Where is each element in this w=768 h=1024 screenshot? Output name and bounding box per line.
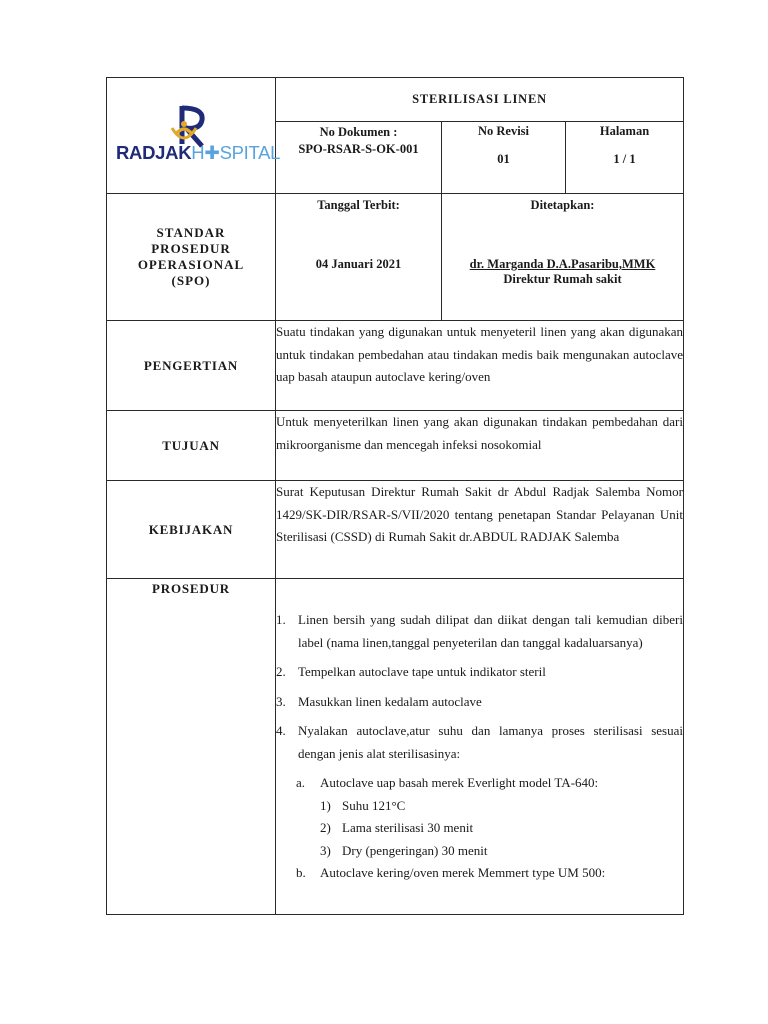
procedure-step-num: 1. bbox=[276, 612, 286, 627]
procedure-step-num: 3. bbox=[276, 693, 286, 709]
procedure-sub-b bbox=[276, 862, 683, 885]
spo-label-line4: (SPO) bbox=[171, 273, 211, 288]
spo-label-line1: STANDAR bbox=[156, 225, 226, 240]
sub-b-num: b. bbox=[296, 865, 306, 880]
sub-a-num: a. bbox=[296, 775, 306, 790]
hospital-name-o-icon: ✚ bbox=[204, 141, 220, 163]
procedure-sub-a bbox=[276, 772, 683, 795]
revision-label: No Revisi bbox=[477, 124, 530, 138]
approved-label: Ditetapkan: bbox=[530, 198, 595, 212]
doc-number-cell bbox=[276, 122, 442, 194]
sub-a-item-text: Dry (pengeringan) 30 menit bbox=[342, 842, 488, 858]
sub-a-item-text: Lama sterilisasi 30 menit bbox=[342, 820, 474, 835]
procedure-step-text: Masukkan linen kedalam autoclave bbox=[298, 693, 482, 709]
doc-number-value: SPO-RSAR-S-OK-001 bbox=[298, 142, 419, 156]
approver-name: dr. Marganda D.A.Pasaribu,MMK bbox=[469, 257, 656, 271]
doc-number-label: No Dokumen : bbox=[319, 125, 398, 139]
spo-label-cell bbox=[107, 194, 276, 321]
sub-a-item-num: 1) bbox=[320, 797, 331, 813]
procedure-step bbox=[276, 609, 683, 654]
logo-cell bbox=[107, 78, 281, 194]
hospital-logo bbox=[116, 104, 281, 168]
page-cell bbox=[566, 122, 684, 194]
procedure-step-text: Tempelkan autoclave tape untuk indikator steril bbox=[298, 664, 546, 679]
sub-b-text: Autoclave kering/oven merek Memmert type UM 500: bbox=[320, 865, 606, 880]
issue-date-label: Tanggal Terbit: bbox=[317, 198, 400, 212]
sub-a-item-text: Suhu 121°C bbox=[342, 797, 406, 813]
procedure-step-text: Linen bersih yang sudah dilipat dan diikat dengan tali kemudian diberi label (nama linen,tanggal penyeterilan dan tanggal kadaluarsanya) bbox=[298, 612, 683, 650]
spo-label-line3: OPERASIONAL bbox=[137, 257, 245, 272]
issue-date-value: 04 Januari 2021 bbox=[315, 257, 402, 271]
hospital-name-part2: H bbox=[191, 141, 205, 163]
prosedur-label: PROSEDUR bbox=[107, 579, 276, 915]
revision-cell bbox=[442, 122, 566, 194]
procedure-step-text: Nyalakan autoclave,atur suhu dan lamanya proses sterilisasi sesuai dengan jenis alat sterilisasinya: bbox=[298, 723, 683, 761]
procedure-sub-a-item bbox=[276, 817, 683, 840]
procedure-list bbox=[276, 579, 684, 915]
hospital-name-part1: RADJAK bbox=[116, 141, 192, 163]
tujuan-label: TUJUAN bbox=[107, 411, 276, 481]
procedure-sub-a-item bbox=[276, 795, 683, 818]
pengertian-label: PENGERTIAN bbox=[107, 321, 276, 411]
spo-label-line2: PROSEDUR bbox=[151, 241, 231, 256]
tujuan-text: Untuk menyeterilkan linen yang akan digunakan tindakan pembedahan dari mikroorganisme dan mencegah infeksi nosokomial bbox=[276, 411, 684, 481]
approver-title: Direktur Rumah sakit bbox=[503, 272, 622, 286]
page-value: 1 / 1 bbox=[613, 152, 636, 166]
procedure-step-num: 2. bbox=[276, 664, 286, 679]
procedure-step bbox=[276, 720, 683, 765]
revision-value: 01 bbox=[497, 152, 510, 166]
issue-date-cell bbox=[276, 194, 442, 321]
sub-a-item-num: 2) bbox=[320, 820, 331, 835]
kebijakan-label: KEBIJAKAN bbox=[107, 481, 276, 579]
procedure-step bbox=[276, 661, 683, 684]
pengertian-text: Suatu tindakan yang digunakan untuk menyeteril linen yang akan digunakan untuk tindakan pembedahan atau tindakan medis baik mengunakan autoclave uap basah ataupun autoclave kering/oven bbox=[276, 321, 684, 411]
sub-a-text: Autoclave uap basah merek Everlight model TA-640: bbox=[320, 775, 599, 790]
approval-cell bbox=[442, 194, 684, 321]
document-title: STERILISASI LINEN bbox=[276, 78, 684, 122]
page-label: Halaman bbox=[599, 124, 650, 138]
sub-a-item-num: 3) bbox=[320, 842, 331, 858]
procedure-sub-a-item bbox=[276, 840, 683, 863]
procedure-step bbox=[276, 691, 683, 714]
spo-table bbox=[106, 77, 684, 915]
hospital-name-part3: SPITAL bbox=[219, 141, 281, 163]
procedure-step-num: 4. bbox=[276, 723, 286, 738]
kebijakan-text: Surat Keputusan Direktur Rumah Sakit dr Abdul Radjak Salemba Nomor 1429/SK-DIR/RSAR-S/VII/2020 tentang penetapan Standar Pelayanan Unit Sterilisasi (CSSD) di Rumah Sakit dr.ABDUL RADJAK Salemba bbox=[276, 481, 684, 579]
